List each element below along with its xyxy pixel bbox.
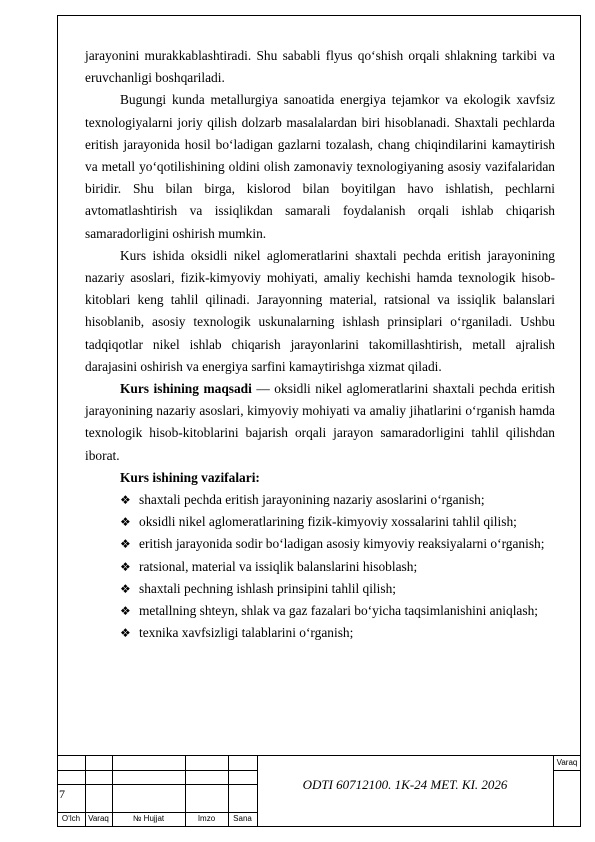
diamond-bullet-icon: ❖	[120, 493, 131, 508]
list-item: ❖ eritish jarayonida sodir bo‘ladigan asosiy kimyoviy reaksiyalarni o‘rganish;	[85, 533, 555, 555]
title-block	[57, 755, 581, 827]
col-label-imzo: Imzo	[197, 814, 216, 823]
diamond-bullet-icon: ❖	[120, 604, 131, 619]
list-item: ❖ metallning shteyn, shlak va gaz fazalari bo‘yicha taqsimlanishini aniqlash;	[85, 600, 555, 622]
diamond-bullet-icon: ❖	[120, 559, 131, 574]
list-item: ❖ shaxtali pechning ishlash prinsipini tahlil qilish;	[85, 578, 555, 600]
list-item: ❖ shaxtali pechda eritish jarayonining nazariy asoslarini o‘rganish;	[85, 489, 555, 511]
document-body	[85, 45, 555, 644]
paragraph-goal	[85, 378, 555, 467]
goal-text: — oksidli nikel aglomeratlarini shaxtali pechda eritish jarayonining nazariy asoslari, kimyoviy mohiyati va amaliy jihatlarini o‘rganish hamda texnologik hisob-kitoblarini bajarish orqali jarayon samaradorligini tahlil qilishdan iborat.	[85, 381, 555, 463]
list-item: ❖ texnika xavfsizligi talablarini o‘rganish;	[85, 622, 555, 644]
col-label-sana: Sana	[233, 814, 252, 823]
diamond-bullet-icon: ❖	[120, 515, 131, 530]
page-number: 7	[59, 787, 65, 801]
varaq-label: Varaq	[556, 758, 578, 767]
list-item: ❖ ratsional, material va issiqlik balanslarini hisoblash;	[85, 556, 555, 578]
tasks-list	[85, 489, 555, 644]
document-code: ODTI 60712100. 1K-24 MET. KI. 2026	[302, 777, 508, 792]
col-label-varaq: Varaq	[88, 814, 109, 823]
goal-heading: Kurs ishining maqsadi	[120, 381, 252, 397]
paragraph-2: Bugungi kunda metallurgiya sanoatida energiya tejamkor va ekologik xavfsiz texnologiyalarni joriy qilish dolzarb masalalardan biri hisoblanadi. Shaxtali pechlarda eritish jarayonida hosil bo‘ladigan gazlarni tozalash, chang chiqindilarini kamaytirish va metall yo‘qotilishining oldini olish zamonaviy texnologiyaning asosiy vazifalaridan biridir. Shu bilan birga, kislorod bilan boyitilgan havo ishlatish, pechlarni avtomatlashtirish va issiqlikdan samarali foydalanish orqali ishlab chiqarish samaradorligini oshirish mumkin.	[85, 92, 555, 241]
diamond-bullet-icon: ❖	[120, 626, 131, 641]
paragraph-3: Kurs ishida oksidli nikel aglomeratlarini shaxtali pechda eritish jarayonining nazariy asoslari, fizik-kimyoviy mohiyati, amaliy kechishi hamda texnologik hisob-kitoblari keng tahlil qilinadi. Jarayonning material, ratsional va issiqlik balanslari hisoblanib, asosiy texnologik uskunalarning ishlash prinsiplari o‘rganiladi. Ushbu tadqiqotlar nikel ishlab chiqarish jarayonlarini takomillashtirish, metall ajralish darajasini oshirish va energiya sarfini kamaytirishga xizmat qiladi.	[85, 247, 555, 374]
col-label-olch: O‘lch	[61, 814, 81, 823]
diamond-bullet-icon: ❖	[120, 537, 131, 552]
list-item: ❖ oksidli nikel aglomeratlarining fizik-kimyoviy xossalarini tahlil qilish;	[85, 511, 555, 533]
col-label-hujjat: № Hujjat	[132, 814, 165, 823]
tasks-title: Kurs ishining vazifalari:	[120, 469, 260, 485]
diamond-bullet-icon: ❖	[120, 581, 131, 596]
paragraph-1: jarayonini murakkablashtiradi. Shu sababli flyus qo‘shish orqali shlakning tarkibi va eruvchanligi boshqariladi.	[85, 48, 555, 86]
